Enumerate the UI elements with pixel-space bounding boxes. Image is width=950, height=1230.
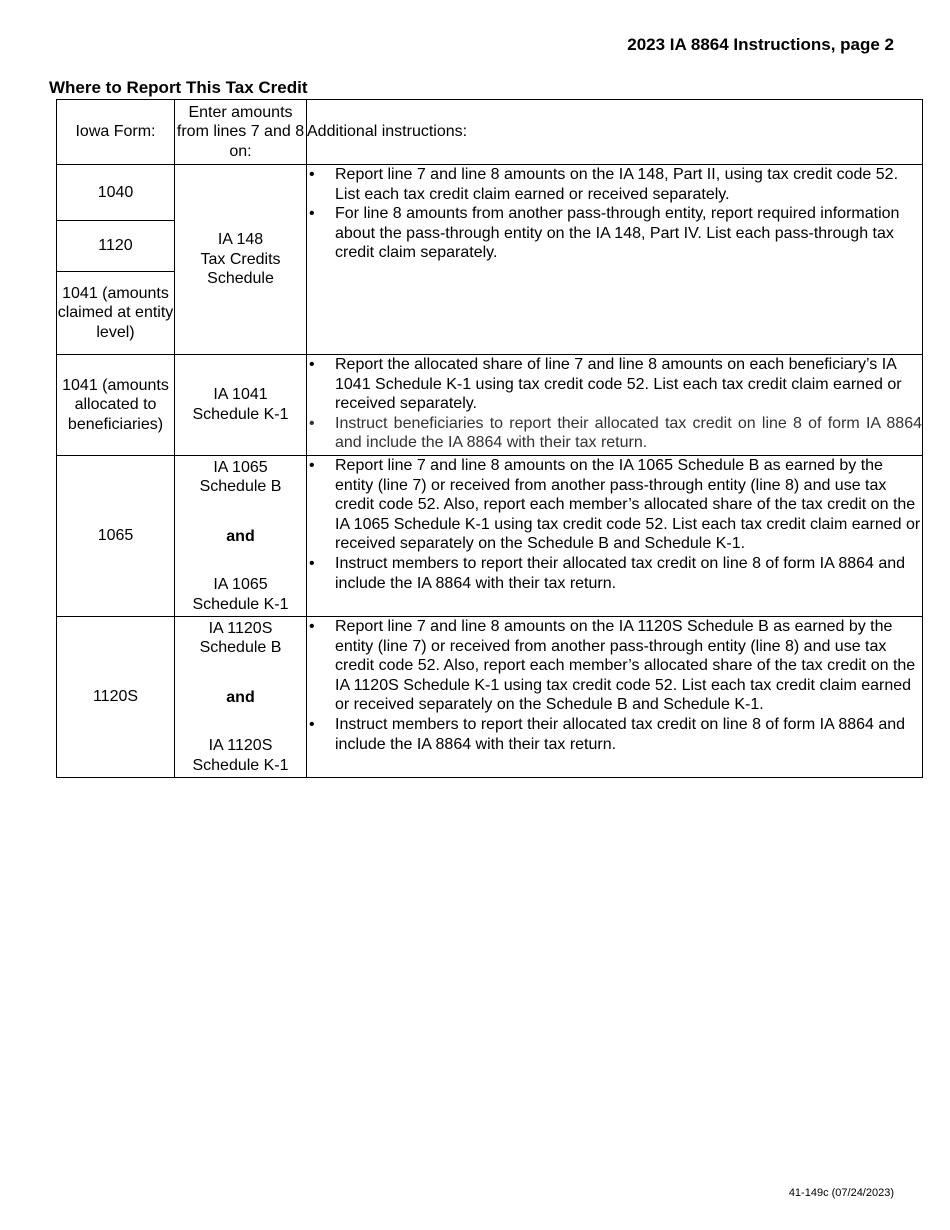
instruction-item: • Report line 7 and line 8 amounts on the IA 1065 Schedule B as earned by the entity (line 7) or received from another pass-through entity (line 8) and use tax credit code 52. Also, report each member’s allocated share of the tax credit on the IA 1065 Schedule K-1 using tax credit code 52. List each tax credit claim earned or received separately on the Schedule B and Schedule K-1. [307, 456, 922, 554]
schedule-line: IA 1065 [213, 576, 268, 594]
schedule-ia1041 [175, 355, 307, 456]
schedule-line: IA 1120S [208, 737, 273, 755]
table-row [57, 165, 923, 221]
instruction-item: • Instruct beneficiaries to report their allocated tax credit on line 8 of form IA 8864 and include the IA 8864 with their tax return. [307, 414, 922, 453]
form-1120: 1120 [57, 221, 175, 272]
instruction-item: • For line 8 amounts from another pass-through entity, report required information about the pass-through entity on the IA 148, Part IV. List each pass-through tax credit claim separately. [307, 204, 922, 263]
schedule-line: Schedule B [199, 639, 282, 657]
schedule-line: IA 1120S [208, 619, 273, 637]
form-1040: 1040 [57, 165, 175, 221]
instruction-list [307, 165, 922, 263]
instructions-ia148 [307, 165, 923, 355]
instructions-ia1041 [307, 355, 923, 456]
form-1041-entity: 1041 (amounts claimed at entity level) [57, 272, 175, 355]
instructions-ia1120s [307, 617, 923, 778]
instruction-item: • Instruct members to report their allocated tax credit on line 8 of form IA 8864 and include the IA 8864 with their tax return. [307, 554, 922, 593]
instruction-list [307, 355, 922, 453]
table-row [57, 355, 923, 456]
instruction-item: • Report line 7 and line 8 amounts on the IA 1120S Schedule B as earned by the entity (line 7) or received from another pass-through entity (line 8) and use tax credit code 52. Also, report each member’s allocated share of the tax credit on the IA 1120S Schedule K-1 using tax credit code 52. List each tax credit claim earned or received separately on the Schedule B and Schedule K-1. [307, 617, 922, 715]
schedule-line: Schedule K-1 [192, 406, 289, 423]
instruction-item: • Report the allocated share of line 7 and line 8 amounts on each beneficiary’s IA 1041 Schedule K-1 using tax credit code 52. List each tax credit claim earned or received separately. [307, 355, 922, 414]
schedule-ia1120s [175, 617, 307, 778]
header-iowa-form: Iowa Form: [57, 100, 175, 165]
report-table [56, 99, 923, 778]
table-header-row [57, 100, 923, 165]
schedule-line: IA 1041 [213, 386, 268, 404]
section-title: Where to Report This Tax Credit [49, 78, 308, 97]
schedule-line: Schedule K-1 [192, 756, 289, 774]
header-enter-amounts: Enter amounts from lines 7 and 8 on: [175, 100, 307, 165]
table-row [57, 456, 923, 617]
schedule-ia148 [175, 165, 307, 355]
schedule-ia1065 [175, 456, 307, 617]
schedule-line: IA 148 [217, 231, 264, 249]
instruction-list [307, 617, 922, 754]
form-1041-beneficiaries: 1041 (amounts allocated to beneficiaries) [57, 355, 175, 456]
and-label: and [226, 688, 255, 706]
schedule-line: Schedule [207, 270, 274, 288]
instruction-item: • Report line 7 and line 8 amounts on the IA 148, Part II, using tax credit code 52. List each tax credit claim earned or received separately. [307, 165, 922, 204]
instructions-ia1065 [307, 456, 923, 617]
instruction-item: • Instruct members to report their allocated tax credit on line 8 of form IA 8864 and include the IA 8864 with their tax return. [307, 715, 922, 754]
and-label: and [226, 527, 255, 545]
form-1065: 1065 [57, 456, 175, 617]
schedule-line: Tax Credits [200, 250, 281, 268]
table-row [57, 617, 923, 778]
header-additional-instructions: Additional instructions: [307, 100, 923, 165]
page-header: 2023 IA 8864 Instructions, page 2 [627, 35, 894, 54]
schedule-line: Schedule K-1 [192, 595, 289, 613]
schedule-line: IA 1065 [213, 458, 268, 476]
form-1120s: 1120S [57, 617, 175, 778]
form-code: 41-149c (07/24/2023) [788, 1187, 894, 1199]
schedule-line: Schedule B [199, 478, 282, 496]
instruction-list [307, 456, 922, 593]
